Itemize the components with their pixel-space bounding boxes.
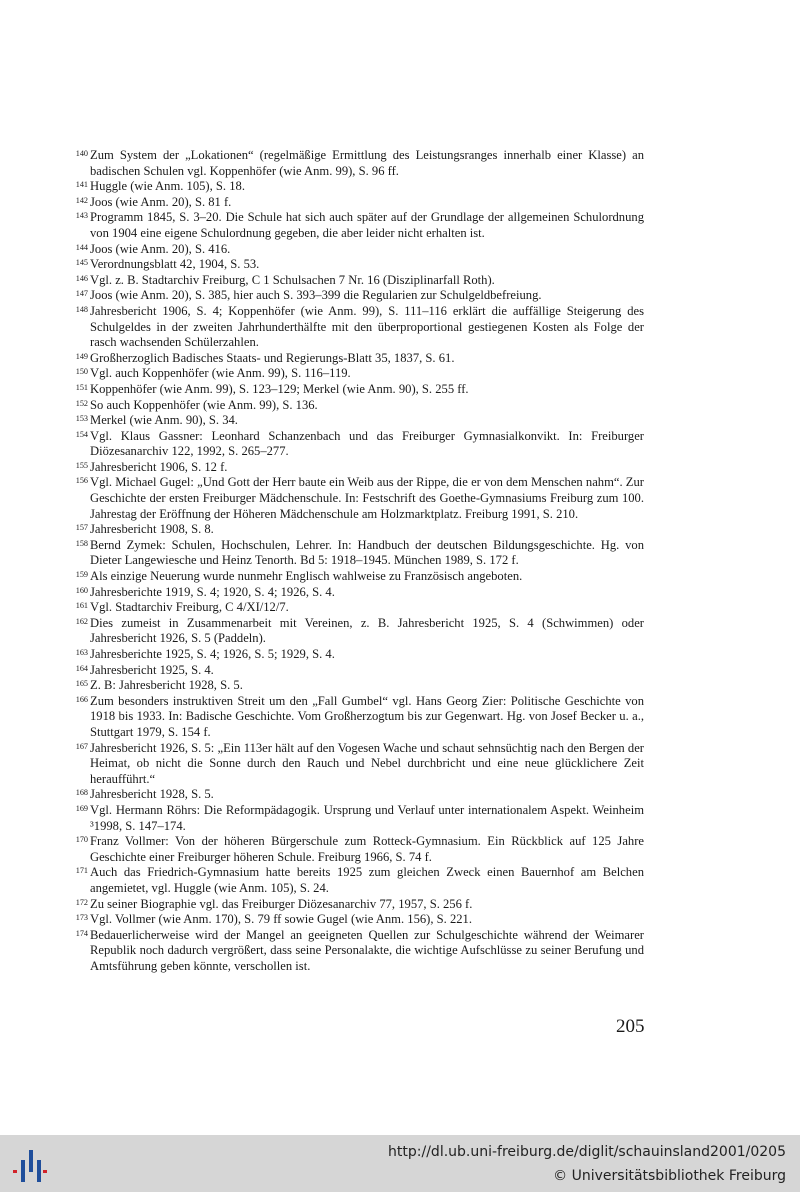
- footnote-text: Merkel (wie Anm. 90), S. 34.: [90, 413, 238, 428]
- footnote-number: 143: [75, 211, 88, 221]
- footnote-number: 173: [75, 913, 88, 923]
- footnote-text: Vgl. Stadtarchiv Freiburg, C 4/XI/12/7.: [90, 600, 289, 615]
- footnote-text: Jahresberichte 1919, S. 4; 1920, S. 4; 1926, S. 4.: [90, 584, 335, 599]
- footnote-text: Dies zumeist in Zusammenarbeit mit Vereinen, z. B. Jahresbericht 1925, S. 4 (Schwimmen) oder Jahresbericht 1926, S. 5 (Paddeln).: [90, 615, 644, 646]
- footnote-number: 156: [75, 476, 88, 486]
- footnote-number: 146: [75, 273, 88, 283]
- footnote-text: Joos (wie Anm. 20), S. 81 f.: [90, 194, 232, 209]
- footnote: [72, 585, 644, 601]
- footnote-number: 163: [75, 648, 88, 657]
- footnote: [72, 569, 644, 585]
- footnote: [72, 195, 644, 211]
- footnote-number: 159: [75, 570, 88, 580]
- footnote-text: Franz Vollmer: Von der höheren Bürgerschule zum Rotteck-Gymnasium. Ein Rückblick auf 125 Jahre Geschichte einer Freiburger höheren Schule. Freiburg 1966, S. 74 f.: [90, 834, 644, 864]
- footnote-text: Bedauerlicherweise wird der Mangel an geeigneten Quellen zur Schulgeschichte während der Weimarer Republik noch dadurch vergrößert, dass seine Personalakte, die wichtige Aufschlüsse zu seiner Berufung und Amtsführung geben könnte, verschollen ist.: [90, 927, 644, 973]
- footnote-text: Joos (wie Anm. 20), S. 416.: [90, 241, 231, 256]
- footnote-number: 149: [75, 351, 88, 361]
- footnote: [72, 538, 644, 569]
- copyright-text: © Universitätsbibliothek Freiburg: [553, 1168, 786, 1184]
- footnote-number: 161: [75, 601, 88, 611]
- footnote: [72, 366, 644, 382]
- footnote: [72, 288, 644, 304]
- footnote-number: 150: [75, 367, 88, 377]
- footnote-number: 141: [75, 180, 88, 190]
- footnote: [72, 694, 644, 741]
- footnote-number: 145: [75, 258, 88, 268]
- footnote-number: 168: [75, 788, 88, 798]
- footnote-number: 144: [75, 242, 88, 252]
- footnote-number: 174: [75, 928, 88, 938]
- footnote: [72, 179, 644, 195]
- footnote: [72, 616, 644, 647]
- footnote-number: 151: [75, 382, 88, 392]
- footnote-text: Als einzige Neuerung wurde nunmehr Englisch wahlweise zu Französisch angeboten.: [90, 569, 523, 584]
- footnote: [72, 257, 644, 273]
- footnote: [72, 928, 644, 975]
- footnote: [72, 148, 644, 179]
- footnote: [72, 460, 644, 476]
- footnote: [72, 429, 644, 460]
- footnote-text: Programm 1845, S. 3–20. Die Schule hat sich auch später auf der Grundlage der allgemeinen Schulordnung von 1904 eine eigene Schulordnung gegeben, die aber leider nicht erhalten ist.: [90, 210, 644, 240]
- footnote: [72, 475, 644, 522]
- footnote-number: 166: [75, 694, 88, 704]
- footnote-text: Auch das Friedrich-Gymnasium hatte bereits 1925 zum gleichen Zweck einen Bauernhof am Belchen angemietet, vgl. Huggle (wie Anm. 105), S. 24.: [90, 865, 644, 895]
- footnote-text: Koppenhöfer (wie Anm. 99), S. 123–129; Merkel (wie Anm. 90), S. 255 ff.: [90, 381, 469, 396]
- footnote-number: 147: [75, 289, 88, 299]
- footnote: [72, 600, 644, 616]
- footnote-number: 162: [75, 616, 88, 626]
- footnote: [72, 865, 644, 896]
- footnote: [72, 522, 644, 538]
- footnote-text: Zum besonders instruktiven Streit um den „Fall Gumbel“ vgl. Hans Georg Zier: Politische Geschichte von 1918 bis 1933. In: Badische Geschichte. Vom Großherzogtum bis zur Gegenwart. Hg. von Josef Becker u. a., Stuttgart 1979, S. 154 f.: [90, 693, 644, 739]
- footer-bar: [0, 1135, 800, 1192]
- footnote: [72, 242, 644, 258]
- footnote-number: 157: [75, 523, 88, 533]
- footnote: [72, 647, 644, 663]
- footnote: [72, 382, 644, 398]
- footnote: [72, 834, 644, 865]
- footnote-text: Z. B: Jahresbericht 1928, S. 5.: [90, 678, 243, 693]
- footnote-number: 160: [75, 585, 88, 595]
- footnote: [72, 210, 644, 241]
- footnote-number: 142: [75, 195, 88, 205]
- footnote-text: Vgl. auch Koppenhöfer (wie Anm. 99), S. 116–119.: [90, 366, 351, 381]
- footnote: [72, 663, 644, 679]
- footnote-number: 154: [75, 429, 88, 439]
- footnote: [72, 413, 644, 429]
- footnote-text: Jahresbericht 1908, S. 8.: [90, 522, 214, 537]
- footnote-text: Verordnungsblatt 42, 1904, S. 53.: [90, 257, 260, 272]
- footnote-text: Vgl. z. B. Stadtarchiv Freiburg, C 1 Schulsachen 7 Nr. 16 (Disziplinarfall Roth).: [90, 272, 495, 287]
- footnote-text: Bernd Zymek: Schulen, Hochschulen, Lehrer. In: Handbuch der deutschen Bildungsgeschichte. Hg. von Dieter Langewiesche und Heinz Tenorth. Bd 5: 1918–1945. München 1989, S. 172 f.: [90, 537, 644, 568]
- footnote-text: Jahresbericht 1906, S. 12 f.: [90, 459, 228, 474]
- footnote: [72, 351, 644, 367]
- footnote: [72, 678, 644, 694]
- footnote-number: 170: [75, 835, 88, 845]
- page-number: 205: [616, 1016, 645, 1037]
- footnote-number: 140: [75, 149, 88, 158]
- footnote-number: 164: [75, 663, 88, 673]
- footnote-text: Vgl. Vollmer (wie Anm. 170), S. 79 ff sowie Gugel (wie Anm. 156), S. 221.: [90, 912, 472, 927]
- footnote-number: 172: [75, 897, 88, 907]
- footnote: [72, 398, 644, 414]
- footnote-text: Vgl. Hermann Röhrs: Die Reformpädagogik. Ursprung und Verlauf unter internationalem Aspekt. Weinheim ³1998, S. 147–174.: [90, 802, 644, 833]
- footnote-number: 153: [75, 414, 88, 424]
- footnote-number: 171: [75, 866, 88, 876]
- footnote-text: Joos (wie Anm. 20), S. 385, hier auch S. 393–399 die Regularien zur Schulgeldbefreiung.: [90, 288, 542, 303]
- footnote-text: Huggle (wie Anm. 105), S. 18.: [90, 179, 245, 194]
- footnote-text: Jahresbericht 1926, S. 5: „Ein 113er hält auf den Vogesen Wache und schaut sehnsüchtig nach den Bergen der Heimat, ob nicht die Sonne durch den Rauch und Nebel durchbricht und eine neue glücklichere Zeit heraufführt.“: [90, 740, 644, 786]
- footnote: [72, 304, 644, 351]
- footnote: [72, 787, 644, 803]
- footnote-text: Vgl. Michael Gugel: „Und Gott der Herr baute ein Weib aus der Rippe, die er von dem Menschen nahm“. Zur Geschichte der ersten Freiburger Mädchenschule. In: Festschrift des Goethe-Gymnasiums Freiburg zum 100. Jahrestag der Eröffnung der Höheren Mädchenschule am Holzmarktplatz. Freiburg 1991, S. 210.: [90, 475, 644, 521]
- footnote-text: Jahresbericht 1928, S. 5.: [90, 787, 214, 802]
- footnote-text: Großherzoglich Badisches Staats- und Regierungs-Blatt 35, 1837, S. 61.: [90, 350, 455, 365]
- footnote-number: 148: [75, 304, 88, 314]
- footnote-text: Zu seiner Biographie vgl. das Freiburger Diözesanarchiv 77, 1957, S. 256 f.: [90, 896, 473, 911]
- footnote-number: 158: [75, 538, 88, 548]
- footnote: [72, 273, 644, 289]
- footnote: [72, 897, 644, 913]
- footnote: [72, 803, 644, 834]
- document-url-link[interactable]: http://dl.ub.uni-freiburg.de/diglit/schauinsland2001/0205: [388, 1144, 786, 1160]
- footnote-text: So auch Koppenhöfer (wie Anm. 99), S. 136.: [90, 397, 318, 412]
- footnote-number: 167: [75, 741, 88, 751]
- footnote-text: Jahresbericht 1906, S. 4; Koppenhöfer (wie Anm. 99), S. 111–116 erklärt die auffällige Steigerung des Schulgeldes in der zweiten Jahrhunderthälfte mit den überproportional gestiegenen Kosten als Folge der rasch wachsenden Schülerzahlen.: [90, 303, 644, 350]
- ub-freiburg-logo-icon[interactable]: [10, 1144, 50, 1184]
- footnote-number: 165: [75, 679, 88, 689]
- footnote-number: 169: [75, 803, 88, 813]
- footnote-text: Vgl. Klaus Gassner: Leonhard Schanzenbach und das Freiburger Gymnasialkonvikt. In: Freiburger Diözesanarchiv 122, 1992, S. 265–277.: [90, 428, 644, 459]
- footnote-text: Zum System der „Lokationen“ (regelmäßige Ermittlung des Leistungsranges innerhalb einer Klasse) an badischen Schulen vgl. Koppenhöfer (wie Anm. 99), S. 96 ff.: [90, 148, 644, 178]
- footnote-number: 155: [75, 460, 88, 470]
- footnote-text: Jahresberichte 1925, S. 4; 1926, S. 5; 1929, S. 4.: [90, 647, 335, 661]
- footnote: [72, 912, 644, 928]
- footnote-text: Jahresbericht 1925, S. 4.: [90, 662, 214, 677]
- footnote-number: 152: [75, 398, 88, 408]
- footnotes-list: [72, 148, 644, 974]
- footnote: [72, 741, 644, 788]
